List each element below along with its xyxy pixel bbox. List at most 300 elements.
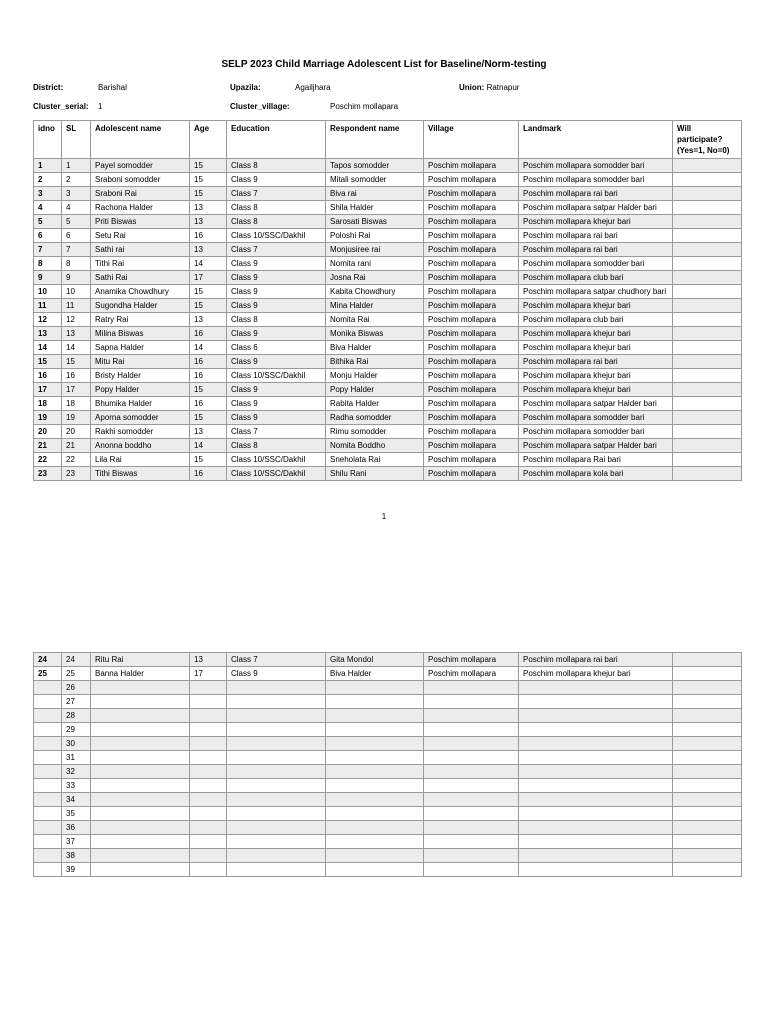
table-row bbox=[34, 835, 742, 849]
sl-cell: 31 bbox=[62, 751, 91, 765]
table-header-row bbox=[34, 121, 742, 159]
table-row bbox=[34, 257, 742, 271]
idno-cell bbox=[34, 765, 62, 779]
cluster-village-value: Poschim mollapara bbox=[330, 102, 399, 111]
sl-cell: 35 bbox=[62, 807, 91, 821]
landmark-cell bbox=[519, 695, 673, 709]
table-row bbox=[34, 383, 742, 397]
idno-cell: 22 bbox=[34, 453, 62, 467]
table-row bbox=[34, 187, 742, 201]
age-cell bbox=[190, 835, 227, 849]
adolescent-name-cell bbox=[91, 695, 190, 709]
respondent-name-cell bbox=[326, 695, 424, 709]
will-participate-cell bbox=[673, 411, 742, 425]
will-participate-cell bbox=[673, 187, 742, 201]
landmark-cell: Poschim mollapara club bari bbox=[519, 313, 673, 327]
education-cell bbox=[227, 681, 326, 695]
idno-cell: 11 bbox=[34, 299, 62, 313]
column-header-adolescent-name: Adolescent name bbox=[91, 121, 190, 159]
respondent-name-cell bbox=[326, 779, 424, 793]
respondent-name-cell bbox=[326, 807, 424, 821]
village-cell: Poschim mollapara bbox=[424, 215, 519, 229]
adolescent-name-cell: Bhumika Halder bbox=[91, 397, 190, 411]
adolescent-name-cell: Rachona Halder bbox=[91, 201, 190, 215]
table-row bbox=[34, 397, 742, 411]
education-cell bbox=[227, 807, 326, 821]
table-row bbox=[34, 299, 742, 313]
column-header-sl: SL bbox=[62, 121, 91, 159]
age-cell: 15 bbox=[190, 173, 227, 187]
sl-cell: 9 bbox=[62, 271, 91, 285]
village-cell: Poschim mollapara bbox=[424, 229, 519, 243]
table-row bbox=[34, 411, 742, 425]
age-cell: 13 bbox=[190, 425, 227, 439]
landmark-cell: Poschim mollapara satpar Halder bari bbox=[519, 201, 673, 215]
respondent-name-cell: Popy Halder bbox=[326, 383, 424, 397]
will-participate-cell bbox=[673, 467, 742, 481]
adolescent-name-cell bbox=[91, 681, 190, 695]
column-header-landmark: Landmark bbox=[519, 121, 673, 159]
will-participate-cell bbox=[673, 709, 742, 723]
village-cell: Poschim mollapara bbox=[424, 341, 519, 355]
village-cell bbox=[424, 849, 519, 863]
respondent-name-cell: Tapos somodder bbox=[326, 159, 424, 173]
respondent-name-cell: Nomita Boddho bbox=[326, 439, 424, 453]
age-cell bbox=[190, 765, 227, 779]
age-cell: 17 bbox=[190, 667, 227, 681]
education-cell bbox=[227, 835, 326, 849]
idno-cell: 21 bbox=[34, 439, 62, 453]
adolescent-name-cell: Rakhi somodder bbox=[91, 425, 190, 439]
respondent-name-cell bbox=[326, 681, 424, 695]
sl-cell: 4 bbox=[62, 201, 91, 215]
education-cell: Class 9 bbox=[227, 173, 326, 187]
will-participate-cell bbox=[673, 285, 742, 299]
age-cell: 15 bbox=[190, 159, 227, 173]
will-participate-cell bbox=[673, 299, 742, 313]
village-cell: Poschim mollapara bbox=[424, 383, 519, 397]
idno-cell bbox=[34, 751, 62, 765]
education-cell: Class 10/SSC/Dakhil bbox=[227, 467, 326, 481]
village-cell bbox=[424, 793, 519, 807]
adolescent-name-cell: Popy Halder bbox=[91, 383, 190, 397]
village-cell: Poschim mollapara bbox=[424, 667, 519, 681]
will-participate-cell bbox=[673, 327, 742, 341]
sl-cell: 36 bbox=[62, 821, 91, 835]
age-cell bbox=[190, 681, 227, 695]
table-row bbox=[34, 341, 742, 355]
landmark-cell: Poschim mollapara somodder bari bbox=[519, 411, 673, 425]
respondent-name-cell: Monjusiree rai bbox=[326, 243, 424, 257]
idno-cell bbox=[34, 709, 62, 723]
adolescent-name-cell bbox=[91, 821, 190, 835]
village-cell: Poschim mollapara bbox=[424, 257, 519, 271]
adolescent-table-page-2 bbox=[33, 652, 742, 877]
will-participate-cell bbox=[673, 229, 742, 243]
landmark-cell bbox=[519, 821, 673, 835]
adolescent-name-cell bbox=[91, 835, 190, 849]
idno-cell bbox=[34, 807, 62, 821]
respondent-name-cell bbox=[326, 793, 424, 807]
landmark-cell: Poschim mollapara rai bari bbox=[519, 243, 673, 257]
landmark-cell: Poschim mollapara satpar Halder bari bbox=[519, 397, 673, 411]
age-cell bbox=[190, 807, 227, 821]
education-cell: Class 10/SSC/Dakhil bbox=[227, 229, 326, 243]
village-cell: Poschim mollapara bbox=[424, 369, 519, 383]
education-cell bbox=[227, 779, 326, 793]
village-cell: Poschim mollapara bbox=[424, 173, 519, 187]
age-cell: 15 bbox=[190, 411, 227, 425]
education-cell bbox=[227, 709, 326, 723]
respondent-name-cell bbox=[326, 835, 424, 849]
respondent-name-cell: Nomita rani bbox=[326, 257, 424, 271]
respondent-name-cell: Mina Halder bbox=[326, 299, 424, 313]
column-header-will-participate: Will participate? (Yes=1, No=0) bbox=[673, 121, 742, 159]
education-cell: Class 8 bbox=[227, 215, 326, 229]
respondent-name-cell: Sneholata Rai bbox=[326, 453, 424, 467]
village-cell: Poschim mollapara bbox=[424, 187, 519, 201]
sl-cell: 39 bbox=[62, 863, 91, 877]
sl-cell: 2 bbox=[62, 173, 91, 187]
village-cell bbox=[424, 863, 519, 877]
age-cell: 16 bbox=[190, 467, 227, 481]
idno-cell: 1 bbox=[34, 159, 62, 173]
sl-cell: 1 bbox=[62, 159, 91, 173]
idno-cell bbox=[34, 835, 62, 849]
landmark-cell: Poschim mollapara kola bari bbox=[519, 467, 673, 481]
age-cell: 17 bbox=[190, 271, 227, 285]
will-participate-cell bbox=[673, 397, 742, 411]
village-cell: Poschim mollapara bbox=[424, 397, 519, 411]
landmark-cell bbox=[519, 737, 673, 751]
landmark-cell: Poschim mollapara club bari bbox=[519, 271, 673, 285]
age-cell bbox=[190, 737, 227, 751]
union-value: Ratnapur bbox=[486, 83, 520, 92]
will-participate-cell bbox=[673, 313, 742, 327]
landmark-cell: Poschim mollapara khejur bari bbox=[519, 383, 673, 397]
will-participate-cell bbox=[673, 863, 742, 877]
adolescent-name-cell: Tithi Rai bbox=[91, 257, 190, 271]
table-row bbox=[34, 863, 742, 877]
education-cell: Class 9 bbox=[227, 271, 326, 285]
respondent-name-cell: Rimu somodder bbox=[326, 425, 424, 439]
education-cell: Class 7 bbox=[227, 425, 326, 439]
education-cell: Class 8 bbox=[227, 439, 326, 453]
table-row bbox=[34, 653, 742, 667]
respondent-name-cell: Gita Mondol bbox=[326, 653, 424, 667]
age-cell bbox=[190, 751, 227, 765]
respondent-name-cell: Mitali somodder bbox=[326, 173, 424, 187]
table-row bbox=[34, 229, 742, 243]
age-cell: 15 bbox=[190, 285, 227, 299]
education-cell: Class 9 bbox=[227, 257, 326, 271]
cluster-serial-value: 1 bbox=[98, 102, 103, 111]
table-row bbox=[34, 681, 742, 695]
landmark-cell: Poschim mollapara satpar chudhory bari bbox=[519, 285, 673, 299]
column-header-idno: idno bbox=[34, 121, 62, 159]
age-cell: 13 bbox=[190, 243, 227, 257]
adolescent-name-cell bbox=[91, 751, 190, 765]
village-cell: Poschim mollapara bbox=[424, 411, 519, 425]
table-row bbox=[34, 327, 742, 341]
district-value: Barishal bbox=[98, 83, 127, 92]
table-row bbox=[34, 779, 742, 793]
adolescent-name-cell: Lila Rai bbox=[91, 453, 190, 467]
cluster-serial-label: Cluster_serial: bbox=[33, 102, 89, 111]
adolescent-name-cell bbox=[91, 849, 190, 863]
will-participate-cell bbox=[673, 453, 742, 467]
table-row bbox=[34, 751, 742, 765]
age-cell: 13 bbox=[190, 215, 227, 229]
adolescent-name-cell: Tithi Biswas bbox=[91, 467, 190, 481]
landmark-cell: Poschim mollapara somodder bari bbox=[519, 425, 673, 439]
village-cell: Poschim mollapara bbox=[424, 299, 519, 313]
village-cell: Poschim mollapara bbox=[424, 285, 519, 299]
table-row bbox=[34, 667, 742, 681]
age-cell bbox=[190, 821, 227, 835]
idno-cell bbox=[34, 723, 62, 737]
education-cell: Class 9 bbox=[227, 667, 326, 681]
village-cell: Poschim mollapara bbox=[424, 243, 519, 257]
idno-cell: 8 bbox=[34, 257, 62, 271]
adolescent-name-cell: Anonna boddho bbox=[91, 439, 190, 453]
landmark-cell: Poschim mollapara somodder bari bbox=[519, 159, 673, 173]
table-row bbox=[34, 201, 742, 215]
idno-cell bbox=[34, 779, 62, 793]
village-cell bbox=[424, 751, 519, 765]
sl-cell: 24 bbox=[62, 653, 91, 667]
table-row bbox=[34, 355, 742, 369]
sl-cell: 32 bbox=[62, 765, 91, 779]
upazila-label: Upazila: bbox=[230, 83, 261, 92]
age-cell: 15 bbox=[190, 383, 227, 397]
respondent-name-cell: Radha somodder bbox=[326, 411, 424, 425]
adolescent-name-cell bbox=[91, 765, 190, 779]
will-participate-cell bbox=[673, 215, 742, 229]
sl-cell: 5 bbox=[62, 215, 91, 229]
idno-cell: 24 bbox=[34, 653, 62, 667]
will-participate-cell bbox=[673, 849, 742, 863]
union-field bbox=[459, 83, 519, 92]
idno-cell: 13 bbox=[34, 327, 62, 341]
table-row bbox=[34, 849, 742, 863]
education-cell bbox=[227, 765, 326, 779]
sl-cell: 34 bbox=[62, 793, 91, 807]
education-cell: Class 10/SSC/Dakhil bbox=[227, 369, 326, 383]
idno-cell: 7 bbox=[34, 243, 62, 257]
sl-cell: 7 bbox=[62, 243, 91, 257]
village-cell: Poschim mollapara bbox=[424, 159, 519, 173]
idno-cell bbox=[34, 793, 62, 807]
sl-cell: 13 bbox=[62, 327, 91, 341]
respondent-name-cell: Biva rai bbox=[326, 187, 424, 201]
education-cell: Class 7 bbox=[227, 243, 326, 257]
table-row bbox=[34, 313, 742, 327]
adolescent-name-cell: Sathi Rai bbox=[91, 271, 190, 285]
village-cell: Poschim mollapara bbox=[424, 467, 519, 481]
table-row bbox=[34, 807, 742, 821]
table-row bbox=[34, 821, 742, 835]
table-row bbox=[34, 793, 742, 807]
adolescent-name-cell bbox=[91, 737, 190, 751]
sl-cell: 25 bbox=[62, 667, 91, 681]
idno-cell: 10 bbox=[34, 285, 62, 299]
village-cell: Poschim mollapara bbox=[424, 327, 519, 341]
will-participate-cell bbox=[673, 201, 742, 215]
respondent-name-cell bbox=[326, 737, 424, 751]
idno-cell: 12 bbox=[34, 313, 62, 327]
sl-cell: 8 bbox=[62, 257, 91, 271]
education-cell bbox=[227, 821, 326, 835]
sl-cell: 20 bbox=[62, 425, 91, 439]
column-header-village: Village bbox=[424, 121, 519, 159]
upazila-value: Agailjhara bbox=[295, 83, 331, 92]
education-cell: Class 9 bbox=[227, 355, 326, 369]
education-cell: Class 9 bbox=[227, 327, 326, 341]
village-cell: Poschim mollapara bbox=[424, 201, 519, 215]
village-cell bbox=[424, 765, 519, 779]
adolescent-name-cell: Milina Biswas bbox=[91, 327, 190, 341]
adolescent-name-cell: Setu Rai bbox=[91, 229, 190, 243]
respondent-name-cell bbox=[326, 709, 424, 723]
sl-cell: 29 bbox=[62, 723, 91, 737]
education-cell: Class 9 bbox=[227, 285, 326, 299]
idno-cell: 20 bbox=[34, 425, 62, 439]
document-title: SELP 2023 Child Marriage Adolescent List for Baseline/Norm-testing bbox=[221, 59, 547, 70]
village-cell: Poschim mollapara bbox=[424, 425, 519, 439]
idno-cell bbox=[34, 737, 62, 751]
age-cell: 14 bbox=[190, 439, 227, 453]
village-cell bbox=[424, 779, 519, 793]
adolescent-name-cell bbox=[91, 863, 190, 877]
sl-cell: 21 bbox=[62, 439, 91, 453]
respondent-name-cell: Poloshi Rai bbox=[326, 229, 424, 243]
age-cell: 16 bbox=[190, 229, 227, 243]
will-participate-cell bbox=[673, 793, 742, 807]
adolescent-name-cell bbox=[91, 807, 190, 821]
sl-cell: 12 bbox=[62, 313, 91, 327]
table-row bbox=[34, 271, 742, 285]
will-participate-cell bbox=[673, 737, 742, 751]
adolescent-name-cell: Sraboni somodder bbox=[91, 173, 190, 187]
sl-cell: 33 bbox=[62, 779, 91, 793]
adolescent-name-cell: Ritu Rai bbox=[91, 653, 190, 667]
table-row bbox=[34, 243, 742, 257]
respondent-name-cell bbox=[326, 863, 424, 877]
adolescent-name-cell bbox=[91, 723, 190, 737]
sl-cell: 19 bbox=[62, 411, 91, 425]
district-label: District: bbox=[33, 83, 64, 92]
idno-cell: 9 bbox=[34, 271, 62, 285]
sl-cell: 3 bbox=[62, 187, 91, 201]
education-cell: Class 7 bbox=[227, 187, 326, 201]
sl-cell: 16 bbox=[62, 369, 91, 383]
adolescent-name-cell: Aporna somodder bbox=[91, 411, 190, 425]
sl-cell: 26 bbox=[62, 681, 91, 695]
landmark-cell: Poschim mollapara khejur bari bbox=[519, 215, 673, 229]
idno-cell: 19 bbox=[34, 411, 62, 425]
age-cell bbox=[190, 793, 227, 807]
sl-cell: 28 bbox=[62, 709, 91, 723]
adolescent-name-cell: Ratry Rai bbox=[91, 313, 190, 327]
village-cell: Poschim mollapara bbox=[424, 453, 519, 467]
adolescent-name-cell bbox=[91, 779, 190, 793]
will-participate-cell bbox=[673, 765, 742, 779]
village-cell: Poschim mollapara bbox=[424, 355, 519, 369]
landmark-cell bbox=[519, 835, 673, 849]
landmark-cell: Poschim mollapara Rai bari bbox=[519, 453, 673, 467]
village-cell bbox=[424, 709, 519, 723]
respondent-name-cell: Kabita Chowdhury bbox=[326, 285, 424, 299]
adolescent-name-cell: Priti Biswas bbox=[91, 215, 190, 229]
village-cell bbox=[424, 821, 519, 835]
will-participate-cell bbox=[673, 425, 742, 439]
respondent-name-cell: Bithika Rai bbox=[326, 355, 424, 369]
age-cell bbox=[190, 849, 227, 863]
education-cell: Class 7 bbox=[227, 653, 326, 667]
table-row bbox=[34, 369, 742, 383]
education-cell bbox=[227, 863, 326, 877]
education-cell bbox=[227, 751, 326, 765]
respondent-name-cell: Biva Halder bbox=[326, 667, 424, 681]
will-participate-cell bbox=[673, 257, 742, 271]
education-cell: Class 8 bbox=[227, 159, 326, 173]
will-participate-cell bbox=[673, 667, 742, 681]
landmark-cell: Poschim mollapara somodder bari bbox=[519, 257, 673, 271]
will-participate-cell bbox=[673, 271, 742, 285]
idno-cell: 14 bbox=[34, 341, 62, 355]
adolescent-name-cell: Sathi rai bbox=[91, 243, 190, 257]
sl-cell: 38 bbox=[62, 849, 91, 863]
will-participate-cell bbox=[673, 341, 742, 355]
table-row bbox=[34, 439, 742, 453]
sl-cell: 30 bbox=[62, 737, 91, 751]
table-row bbox=[34, 285, 742, 299]
village-cell bbox=[424, 695, 519, 709]
idno-cell: 25 bbox=[34, 667, 62, 681]
idno-cell bbox=[34, 695, 62, 709]
adolescent-name-cell: Sapna Halder bbox=[91, 341, 190, 355]
idno-cell: 16 bbox=[34, 369, 62, 383]
education-cell bbox=[227, 695, 326, 709]
respondent-name-cell bbox=[326, 723, 424, 737]
education-cell: Class 9 bbox=[227, 411, 326, 425]
will-participate-cell bbox=[673, 653, 742, 667]
will-participate-cell bbox=[673, 835, 742, 849]
adolescent-name-cell: Mitu Rai bbox=[91, 355, 190, 369]
age-cell: 15 bbox=[190, 187, 227, 201]
respondent-name-cell bbox=[326, 765, 424, 779]
will-participate-cell bbox=[673, 173, 742, 187]
idno-cell: 2 bbox=[34, 173, 62, 187]
table-row bbox=[34, 709, 742, 723]
education-cell: Class 8 bbox=[227, 313, 326, 327]
landmark-cell bbox=[519, 723, 673, 737]
will-participate-cell bbox=[673, 695, 742, 709]
adolescent-name-cell: Payel somodder bbox=[91, 159, 190, 173]
page-number: 1 bbox=[381, 512, 387, 521]
adolescent-name-cell: Banna Halder bbox=[91, 667, 190, 681]
education-cell bbox=[227, 849, 326, 863]
idno-cell: 18 bbox=[34, 397, 62, 411]
landmark-cell bbox=[519, 765, 673, 779]
will-participate-cell bbox=[673, 751, 742, 765]
sl-cell: 11 bbox=[62, 299, 91, 313]
adolescent-name-cell bbox=[91, 709, 190, 723]
sl-cell: 6 bbox=[62, 229, 91, 243]
idno-cell: 23 bbox=[34, 467, 62, 481]
village-cell bbox=[424, 681, 519, 695]
